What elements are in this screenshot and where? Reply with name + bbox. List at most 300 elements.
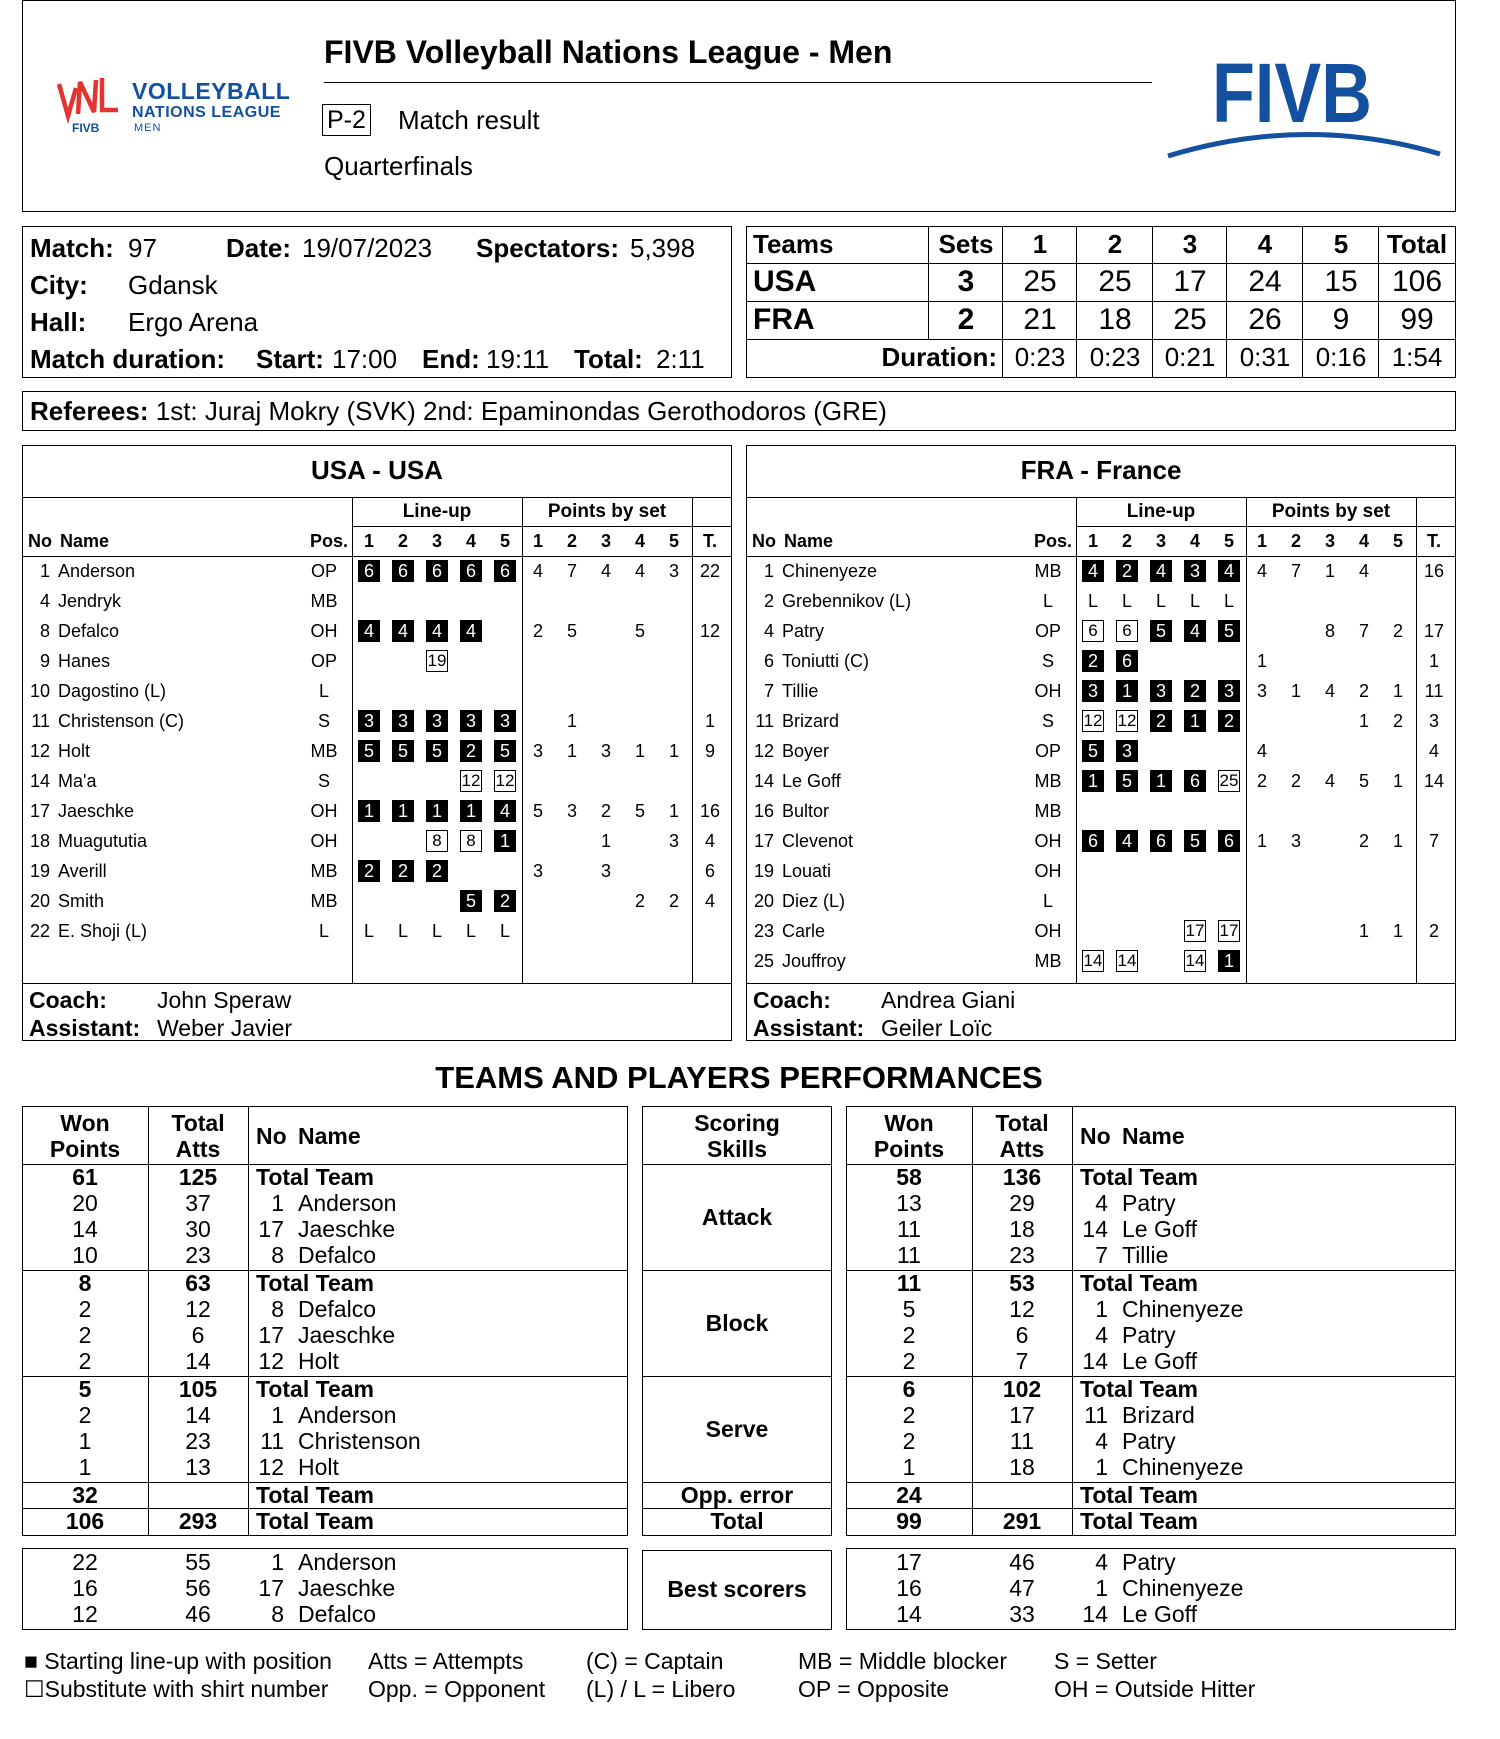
won-points: 13 bbox=[896, 1190, 922, 1216]
lineup-start: 4 bbox=[392, 620, 414, 642]
lineup-start: 2 bbox=[1082, 650, 1104, 672]
set-header: 4 bbox=[634, 531, 645, 551]
lineup-sub: 6 bbox=[1082, 620, 1104, 642]
team-total-label: Total Team bbox=[1080, 1376, 1198, 1402]
set-points: 3 bbox=[1290, 831, 1301, 851]
player-number: 4 bbox=[1095, 1428, 1108, 1454]
won-points: 6 bbox=[902, 1376, 916, 1402]
player-name: Boyer bbox=[782, 741, 830, 761]
player-name: Defalco bbox=[298, 1296, 376, 1322]
set-points: 2 bbox=[1358, 831, 1369, 851]
player-number: 4 bbox=[39, 591, 50, 611]
won-points: 1 bbox=[902, 1454, 916, 1480]
total-attempts: 47 bbox=[1009, 1575, 1035, 1601]
player-position: S bbox=[317, 771, 330, 791]
referees-label: Referees: bbox=[30, 396, 149, 426]
skills-line bbox=[642, 1270, 832, 1271]
player-number: 20 bbox=[29, 891, 50, 911]
player-position: MB bbox=[310, 741, 338, 761]
lineup-start: 3 bbox=[1082, 680, 1104, 702]
team-title: FRA - France bbox=[1020, 455, 1182, 485]
player-number: 4 bbox=[1095, 1322, 1108, 1348]
legend-item: Atts = Attempts bbox=[368, 1648, 524, 1674]
player-total: 4 bbox=[704, 891, 715, 911]
roster-col-line bbox=[1076, 497, 1077, 983]
lineup-start: 2 bbox=[1218, 710, 1240, 732]
team-total-label: Total Team bbox=[256, 1508, 374, 1534]
player-name: Smith bbox=[58, 891, 105, 911]
roster-line bbox=[746, 983, 1456, 984]
total-attempts: 63 bbox=[185, 1270, 211, 1296]
lineup-start: 2 bbox=[1184, 680, 1206, 702]
won-points: 20 bbox=[72, 1190, 98, 1216]
lineup-start: 1 bbox=[392, 800, 414, 822]
total-attempts: 12 bbox=[1009, 1296, 1035, 1322]
set-duration: 0:21 bbox=[1164, 342, 1216, 372]
legend-item: Opp. = Opponent bbox=[368, 1676, 546, 1702]
lineup-start: 1 bbox=[1150, 770, 1172, 792]
lineup-start: 6 bbox=[358, 560, 380, 582]
score-header: 4 bbox=[1257, 229, 1273, 259]
player-total: 3 bbox=[1428, 711, 1439, 731]
perf-col-line bbox=[248, 1106, 249, 1536]
player-total: 12 bbox=[699, 621, 721, 641]
player-name: Brizard bbox=[782, 711, 840, 731]
set-duration: 0:31 bbox=[1239, 342, 1291, 372]
total-attempts: 291 bbox=[1002, 1508, 1042, 1534]
player-name: Grebennikov (L) bbox=[782, 591, 912, 611]
player-name: Chinenyeze bbox=[1122, 1454, 1244, 1480]
player-number: 8 bbox=[39, 621, 50, 641]
player-number: 25 bbox=[753, 951, 774, 971]
page-title: FIVB Volleyball Nations League - Men bbox=[324, 34, 893, 70]
total-attempts: 12 bbox=[185, 1296, 211, 1322]
player-name: Louati bbox=[782, 861, 832, 881]
player-position: OP bbox=[310, 561, 337, 581]
total-atts-header: Atts bbox=[175, 1136, 221, 1162]
lineup-start: 5 bbox=[358, 740, 380, 762]
set-header: 3 bbox=[431, 531, 442, 551]
skill-label: Serve bbox=[705, 1416, 769, 1442]
lineup-start: 5 bbox=[392, 740, 414, 762]
player-total: 7 bbox=[1428, 831, 1439, 851]
player-name: Christenson (C) bbox=[58, 711, 185, 731]
score-cell: 17 bbox=[1173, 265, 1207, 298]
player-position: L bbox=[1042, 891, 1053, 911]
player-number: 14 bbox=[1082, 1216, 1108, 1242]
player-number: 2 bbox=[763, 591, 774, 611]
player-number: 1 bbox=[763, 561, 774, 581]
lineup-start: 4 bbox=[1150, 560, 1172, 582]
player-number: 22 bbox=[29, 921, 50, 941]
total-attempts: 18 bbox=[1009, 1454, 1035, 1480]
total-attempts: 18 bbox=[1009, 1216, 1035, 1242]
set-duration: 0:23 bbox=[1089, 342, 1141, 372]
set-header: 4 bbox=[1189, 531, 1200, 551]
no-header: No bbox=[752, 531, 776, 551]
total-attempts: 29 bbox=[1009, 1190, 1035, 1216]
perf-row-line bbox=[22, 1376, 628, 1377]
perf-col-line bbox=[148, 1106, 149, 1536]
assistant-name: Weber Javier bbox=[157, 1015, 293, 1041]
player-name: Chinenyeze bbox=[782, 561, 878, 581]
won-points: 2 bbox=[902, 1428, 916, 1454]
fivb-logo bbox=[1166, 52, 1446, 162]
won-points: 11 bbox=[897, 1242, 921, 1268]
won-points: 2 bbox=[78, 1322, 92, 1348]
total-attempts: 6 bbox=[1015, 1322, 1029, 1348]
lineup-libero: L bbox=[363, 921, 374, 941]
player-name: Patry bbox=[1122, 1190, 1176, 1216]
set-points: 1 bbox=[668, 741, 679, 761]
won-points: 14 bbox=[896, 1601, 922, 1627]
lineup-start: 6 bbox=[1150, 830, 1172, 852]
player-position: L bbox=[318, 681, 329, 701]
won-points: 2 bbox=[78, 1348, 92, 1374]
player-name: Holt bbox=[298, 1454, 339, 1480]
score-cell: 24 bbox=[1248, 265, 1282, 298]
skills-frame bbox=[642, 1106, 832, 1483]
perf-row-line bbox=[22, 1508, 628, 1509]
vnl-logo-line1: VOLLEYBALL bbox=[132, 78, 291, 104]
player-name: Brizard bbox=[1122, 1402, 1195, 1428]
lineup-start: 6 bbox=[1082, 830, 1104, 852]
set-points: 5 bbox=[532, 801, 543, 821]
set-points: 2 bbox=[1392, 621, 1403, 641]
lineup-start: 3 bbox=[392, 710, 414, 732]
lineup-header: Line-up bbox=[1126, 501, 1196, 522]
perf-col-line bbox=[972, 1106, 973, 1536]
perf-row-line bbox=[846, 1508, 1456, 1509]
lineup-start: 5 bbox=[494, 740, 516, 762]
set-points: 2 bbox=[1256, 771, 1267, 791]
no-header: No bbox=[1080, 1123, 1111, 1149]
set-points: 1 bbox=[1392, 921, 1403, 941]
total-atts-header: Atts bbox=[999, 1136, 1045, 1162]
won-points: 11 bbox=[896, 1270, 922, 1296]
player-name: Le Goff bbox=[1122, 1348, 1198, 1374]
skill-label: Total bbox=[710, 1508, 764, 1534]
score-cell: 99 bbox=[1400, 303, 1434, 336]
lineup-start: 5 bbox=[1184, 830, 1206, 852]
lineup-header: Line-up bbox=[402, 501, 472, 522]
skill-label: Block bbox=[705, 1310, 769, 1336]
player-position: L bbox=[1042, 591, 1053, 611]
player-name: Dagostino (L) bbox=[58, 681, 167, 701]
lineup-start: 3 bbox=[494, 710, 516, 732]
player-number: 17 bbox=[258, 1216, 284, 1242]
set-header: 1 bbox=[363, 531, 374, 551]
won-points: 12 bbox=[72, 1601, 98, 1627]
roster-line bbox=[22, 497, 732, 498]
set-header: 3 bbox=[600, 531, 611, 551]
roster-line bbox=[746, 497, 1456, 498]
roster-line bbox=[22, 983, 732, 984]
match-number: 97 bbox=[128, 233, 157, 263]
player-name: Bultor bbox=[782, 801, 830, 821]
lineup-start: 1 bbox=[494, 830, 516, 852]
set-header: 5 bbox=[499, 531, 510, 551]
score-cell: 106 bbox=[1391, 265, 1443, 298]
lineup-start: 3 bbox=[358, 710, 380, 732]
player-name: Le Goff bbox=[1122, 1601, 1198, 1627]
player-position: L bbox=[318, 921, 329, 941]
total-attempts: 105 bbox=[178, 1376, 218, 1402]
set-points: 4 bbox=[634, 561, 645, 581]
team-total-label: Total Team bbox=[1080, 1482, 1198, 1508]
lineup-start: 3 bbox=[460, 710, 482, 732]
set-duration: 0:23 bbox=[1014, 342, 1066, 372]
player-name: Anderson bbox=[298, 1402, 397, 1428]
player-name: Averill bbox=[58, 861, 107, 881]
player-number: 4 bbox=[763, 621, 774, 641]
player-position: OH bbox=[1034, 831, 1062, 851]
roster-line bbox=[746, 556, 1456, 557]
date-label: Date: bbox=[226, 233, 292, 263]
lineup-start: 6 bbox=[392, 560, 414, 582]
lineup-sub: 17 bbox=[1185, 921, 1205, 940]
player-number: 7 bbox=[1095, 1242, 1108, 1268]
total-time: 2:11 bbox=[656, 344, 705, 374]
player-number: 17 bbox=[753, 831, 774, 851]
spectators-label: Spectators: bbox=[476, 233, 620, 263]
total-attempts: 55 bbox=[185, 1549, 211, 1575]
set-duration: 1:54 bbox=[1391, 342, 1443, 372]
perf-col-line bbox=[1072, 1106, 1073, 1536]
vnl-logo-line2: NATIONS LEAGUE bbox=[132, 104, 281, 121]
total-header: T. bbox=[1426, 531, 1441, 551]
start-time: 17:00 bbox=[332, 344, 398, 374]
player-number: 1 bbox=[271, 1190, 284, 1216]
total-attempts: 6 bbox=[191, 1322, 205, 1348]
set-points: 3 bbox=[566, 801, 577, 821]
player-number: 1 bbox=[1095, 1454, 1108, 1480]
player-position: OP bbox=[1034, 741, 1061, 761]
player-name: Patry bbox=[1122, 1549, 1176, 1575]
player-number: 4 bbox=[1095, 1549, 1108, 1575]
total-attempts: 23 bbox=[185, 1428, 211, 1454]
set-points: 7 bbox=[1290, 561, 1301, 581]
set-points: 1 bbox=[1392, 771, 1403, 791]
total-attempts: 56 bbox=[185, 1575, 211, 1601]
player-total: 9 bbox=[704, 741, 715, 761]
lineup-sub: 19 bbox=[427, 651, 447, 670]
lineup-sub: 14 bbox=[1117, 951, 1137, 970]
no-header: No bbox=[256, 1123, 287, 1149]
total-attempts: 37 bbox=[185, 1190, 211, 1216]
total-attempts: 14 bbox=[185, 1402, 211, 1428]
player-name: Jendryk bbox=[58, 591, 122, 611]
player-total: 4 bbox=[704, 831, 715, 851]
lineup-start: 3 bbox=[1184, 560, 1206, 582]
lineup-start: 2 bbox=[1150, 710, 1172, 732]
player-name: Anderson bbox=[58, 561, 136, 581]
set-points: 1 bbox=[600, 831, 611, 851]
lineup-start: 4 bbox=[426, 620, 448, 642]
team-total-label: Total Team bbox=[256, 1482, 374, 1508]
lineup-start: 2 bbox=[460, 740, 482, 762]
player-position: S bbox=[1041, 651, 1054, 671]
lineup-start: 3 bbox=[1218, 680, 1240, 702]
player-number: 16 bbox=[753, 801, 774, 821]
player-position: OH bbox=[1034, 861, 1062, 881]
player-name: Tillie bbox=[782, 681, 819, 701]
won-points: 24 bbox=[896, 1482, 922, 1508]
lineup-libero: L bbox=[1121, 591, 1132, 611]
score-header: Sets bbox=[938, 229, 994, 259]
player-position: OH bbox=[310, 831, 338, 851]
lineup-start: 1 bbox=[426, 800, 448, 822]
player-number: 1 bbox=[271, 1549, 284, 1575]
vnl-mark-icon bbox=[56, 74, 126, 136]
lineup-start: 1 bbox=[1116, 680, 1138, 702]
set-points: 2 bbox=[1290, 771, 1301, 791]
lineup-start: 3 bbox=[1116, 740, 1138, 762]
player-name: Clevenot bbox=[782, 831, 854, 851]
name-header: Name bbox=[60, 531, 110, 551]
player-position: MB bbox=[1034, 951, 1062, 971]
player-number: 1 bbox=[271, 1402, 284, 1428]
player-number: 9 bbox=[39, 651, 50, 671]
total-attempts: 102 bbox=[1002, 1376, 1042, 1402]
legend-item: OP = Opposite bbox=[798, 1676, 950, 1702]
won-points: 1 bbox=[78, 1454, 92, 1480]
score-cell: 25 bbox=[1173, 303, 1207, 336]
player-number: 1 bbox=[39, 561, 50, 581]
player-number: 14 bbox=[753, 771, 774, 791]
player-name: Patry bbox=[782, 621, 825, 641]
set-header: 5 bbox=[1392, 531, 1403, 551]
vnl-logo bbox=[56, 74, 296, 138]
duration-label: Duration: bbox=[881, 342, 997, 372]
set-points: 1 bbox=[1256, 651, 1267, 671]
player-position: MB bbox=[310, 591, 338, 611]
total-attempts: 136 bbox=[1002, 1164, 1042, 1190]
perf-row-line bbox=[846, 1482, 1456, 1483]
legend-item: (L) / L = Libero bbox=[586, 1676, 736, 1702]
set-points: 2 bbox=[634, 891, 645, 911]
player-name: Jouffroy bbox=[782, 951, 846, 971]
player-number: 17 bbox=[258, 1575, 284, 1601]
fivb-logo-icon bbox=[1166, 52, 1446, 162]
player-number: 20 bbox=[753, 891, 774, 911]
legend bbox=[24, 1648, 1464, 1708]
total-attempts: 30 bbox=[185, 1216, 211, 1242]
set-header: 2 bbox=[397, 531, 408, 551]
lineup-sub: 6 bbox=[1116, 620, 1138, 642]
won-points: 14 bbox=[72, 1216, 98, 1242]
player-position: OH bbox=[1034, 921, 1062, 941]
set-points: 3 bbox=[600, 741, 611, 761]
score-cell: 25 bbox=[1098, 265, 1132, 298]
roster-fra bbox=[746, 445, 1456, 1041]
perf-row-line bbox=[22, 1270, 628, 1271]
total-atts-header: Total bbox=[995, 1110, 1049, 1136]
pos-header: Pos. bbox=[1034, 531, 1073, 551]
won-points: 2 bbox=[902, 1402, 916, 1428]
player-number: 14 bbox=[1082, 1348, 1108, 1374]
won-points: 106 bbox=[65, 1508, 105, 1534]
score-header: Teams bbox=[753, 229, 834, 259]
assistant-name: Geiler Loïc bbox=[881, 1015, 993, 1041]
lineup-start: 6 bbox=[1218, 830, 1240, 852]
perf-row-line bbox=[846, 1270, 1456, 1271]
set-points: 7 bbox=[566, 561, 577, 581]
player-total: 2 bbox=[1428, 921, 1439, 941]
score-cell: 26 bbox=[1248, 303, 1282, 336]
lineup-start: 4 bbox=[1218, 560, 1240, 582]
legend-item: ☐Substitute with shirt number bbox=[24, 1676, 329, 1702]
score-header: 5 bbox=[1333, 229, 1349, 259]
player-position: OH bbox=[310, 621, 338, 641]
lineup-start: 5 bbox=[1116, 770, 1138, 792]
won-points: 58 bbox=[896, 1164, 922, 1190]
player-name: Defalco bbox=[298, 1242, 376, 1268]
lineup-start: 6 bbox=[460, 560, 482, 582]
lineup-start: 2 bbox=[494, 890, 516, 912]
player-total: 22 bbox=[699, 561, 721, 581]
lineup-start: 3 bbox=[1150, 680, 1172, 702]
player-number: 19 bbox=[753, 861, 774, 881]
best-frame bbox=[642, 1550, 832, 1630]
set-points: 3 bbox=[532, 741, 543, 761]
player-name: Holt bbox=[298, 1348, 339, 1374]
roster-line bbox=[352, 526, 732, 527]
referees bbox=[30, 396, 887, 427]
player-number: 11 bbox=[260, 1428, 284, 1454]
player-number: 4 bbox=[1095, 1190, 1108, 1216]
set-points: 1 bbox=[1358, 711, 1369, 731]
set-points: 4 bbox=[1256, 741, 1267, 761]
set-points: 8 bbox=[1324, 621, 1335, 641]
won-points-header: Points bbox=[873, 1136, 945, 1162]
player-number: 12 bbox=[258, 1348, 284, 1374]
roster-line bbox=[22, 556, 732, 557]
score-header: 3 bbox=[1182, 229, 1198, 259]
referees-text: 1st: Juraj Mokry (SVK) 2nd: Epaminondas Gerothodoros (GRE) bbox=[155, 396, 887, 426]
total-attempts: 11 bbox=[1010, 1428, 1034, 1454]
player-number: 8 bbox=[271, 1601, 284, 1627]
spectators-count: 5,398 bbox=[630, 233, 696, 263]
page-code-badge: P-2 bbox=[322, 104, 371, 136]
set-points: 3 bbox=[668, 561, 679, 581]
total-attempts: 46 bbox=[1009, 1549, 1035, 1575]
player-position: MB bbox=[310, 891, 338, 911]
player-name: Diez (L) bbox=[782, 891, 846, 911]
perf-frame bbox=[22, 1548, 628, 1630]
won-points: 5 bbox=[902, 1296, 916, 1322]
end-time: 19:11 bbox=[486, 344, 550, 374]
lineup-start: 6 bbox=[1184, 770, 1206, 792]
lineup-sub: 14 bbox=[1185, 951, 1205, 970]
player-total: 17 bbox=[1423, 621, 1445, 641]
score-cell: 2 bbox=[957, 303, 975, 336]
lineup-start: 5 bbox=[1150, 620, 1172, 642]
player-position: MB bbox=[1034, 561, 1062, 581]
player-total: 1 bbox=[704, 711, 715, 731]
player-number: 17 bbox=[29, 801, 50, 821]
roster-col-line bbox=[352, 497, 353, 983]
set-points: 5 bbox=[1358, 771, 1369, 791]
won-points: 16 bbox=[72, 1575, 98, 1601]
total-label: Total: bbox=[574, 344, 643, 374]
player-total: 14 bbox=[1423, 771, 1445, 791]
player-number: 8 bbox=[271, 1242, 284, 1268]
performance-title: TEAMS AND PLAYERS PERFORMANCES bbox=[435, 1060, 1043, 1095]
set-points: 4 bbox=[532, 561, 543, 581]
player-name: Defalco bbox=[298, 1601, 376, 1627]
player-name: Jaeschke bbox=[298, 1322, 396, 1348]
